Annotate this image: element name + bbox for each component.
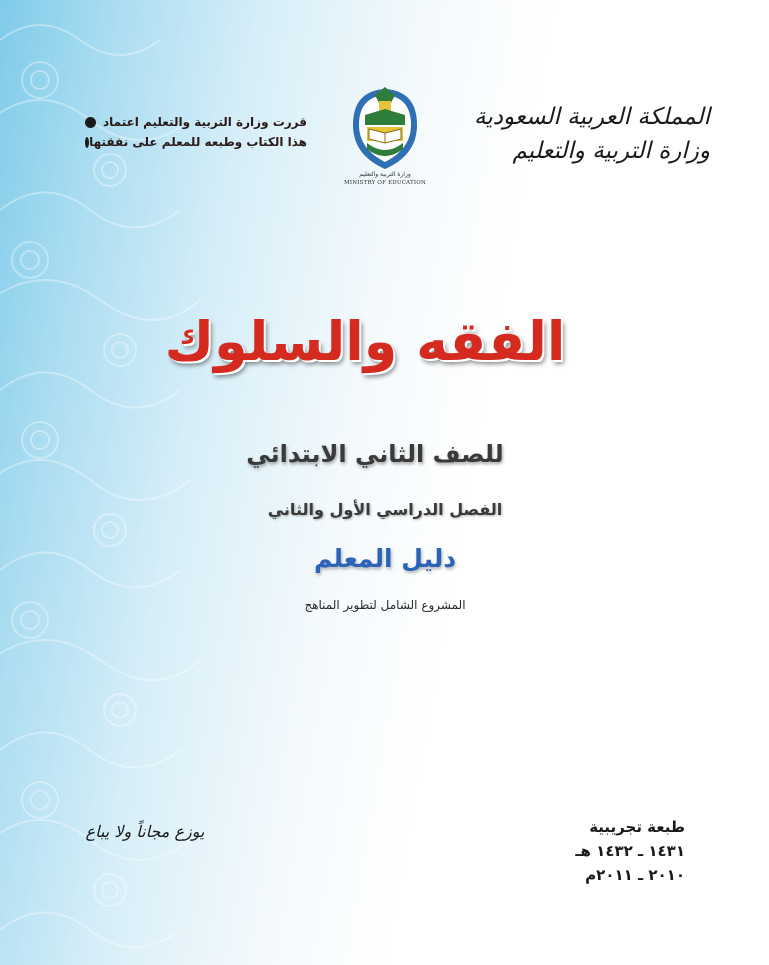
teacher-guide-label: دليل المعلم [313, 544, 457, 573]
kingdom-header [474, 100, 710, 168]
semester-label: الفصل الدراسي الأول والثاني [267, 500, 503, 519]
logo-caption-english: MINISTRY OF EDUCATION [344, 180, 426, 186]
edition-info [530, 815, 685, 887]
free-distribution-note: يوزع مجاناً ولا يباع [85, 822, 205, 841]
edition-hijri-year: ١٤٣١ ـ ١٤٣٢ هـ [575, 842, 685, 860]
book-title: الفقه والسلوك [164, 310, 566, 373]
approval-text-1: قررت وزارة التربية والتعليم اعتماد [102, 115, 307, 129]
edition-label: طبعة تجريبية [589, 818, 685, 836]
edition-gregorian-year: ٢٠١٠ ـ ٢٠١١م [585, 866, 685, 884]
ministry-name: وزارة التربية والتعليم [512, 138, 710, 164]
approval-note [85, 115, 307, 155]
bullet-icon [85, 117, 96, 128]
grade-level: للصف الثاني الابتدائي [246, 440, 504, 468]
approval-text-2: هذا الكتاب وطبعه للمعلم على نفقتها [89, 135, 307, 149]
bullet-icon [85, 137, 89, 148]
logo-caption-arabic: وزارة التربية والتعليم [359, 171, 411, 178]
curriculum-project-label: المشروع الشامل لتطوير المناهج [304, 598, 466, 612]
kingdom-name: المملكة العربية السعودية [474, 104, 710, 130]
approval-line-2 [85, 135, 307, 149]
approval-line-1 [85, 115, 307, 129]
